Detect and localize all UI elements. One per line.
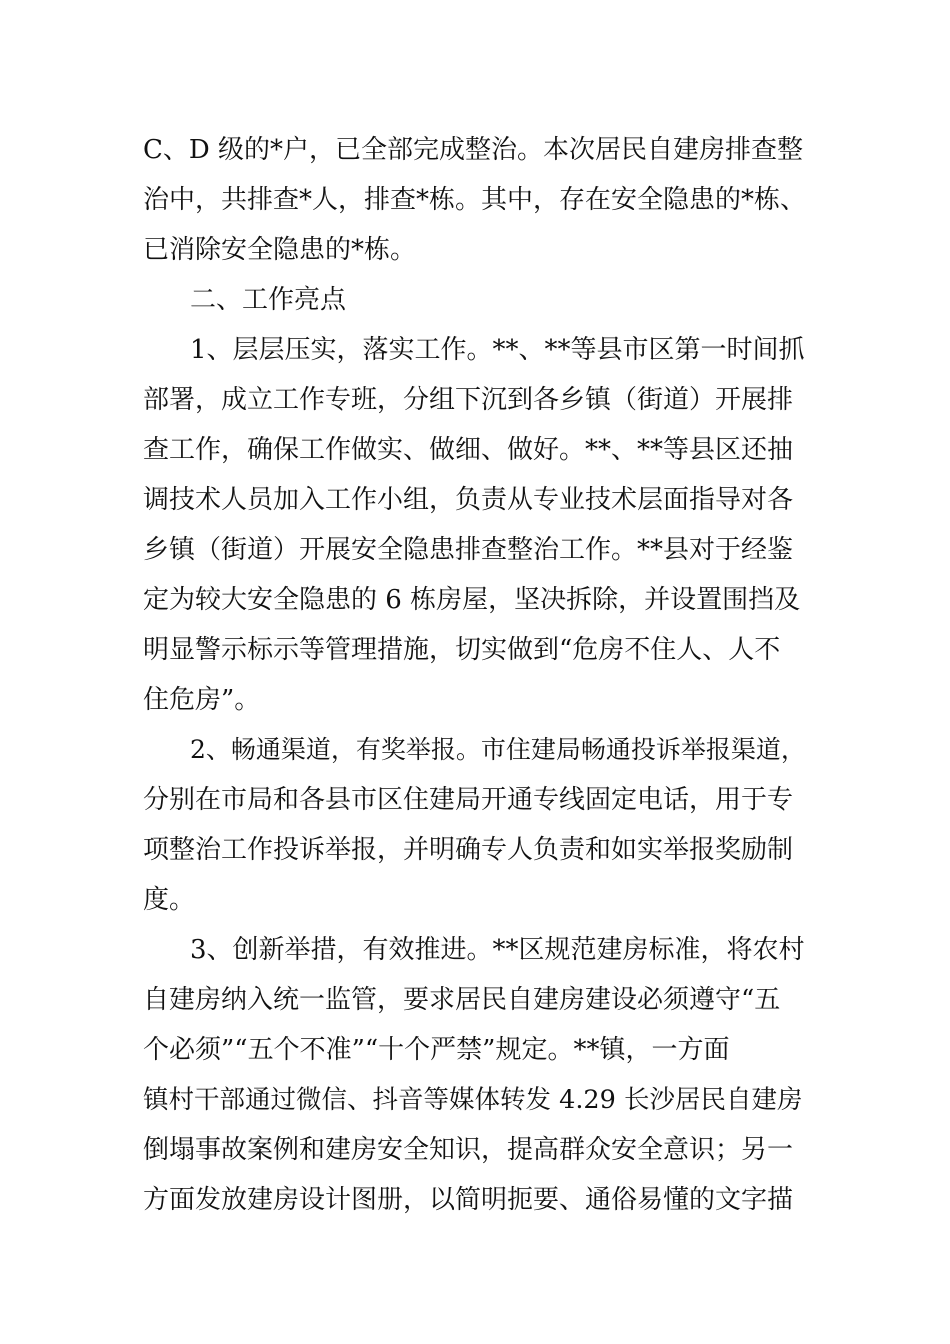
text-line: 查工作，确保工作做实、做细、做好。**、**等县区还抽: [143, 435, 794, 465]
text-line: 乡镇（街道）开展安全隐患排查整治工作。**县对于经鉴: [143, 535, 794, 565]
section-heading: 二、工作亮点: [190, 285, 347, 315]
text-line: 住危房”。: [143, 685, 261, 715]
text-line: C、D 级的*户，已全部完成整治。本次居民自建房排查整: [143, 135, 804, 165]
text-line: 项整治工作投诉举报，并明确专人负责和如实举报奖励制: [143, 835, 794, 865]
text-line: 明显警示标示等管理措施，切实做到“危房不住人、人不: [143, 635, 781, 665]
text-line: 部署，成立工作专班，分组下沉到各乡镇（街道）开展排: [143, 385, 794, 415]
text-line: 已消除安全隐患的*栋。: [143, 235, 417, 265]
text-line: 分别在市局和各县市区住建局开通专线固定电话，用于专: [143, 785, 794, 815]
text-line: 倒塌事故案例和建房安全知识，提高群众安全意识；另一: [143, 1135, 794, 1165]
text-line: 定为较大安全隐患的 6 栋房屋，坚决拆除，并设置围挡及: [143, 585, 801, 615]
text-line: 3、创新举措，有效推进。**区规范建房标准，将农村: [190, 935, 805, 965]
text-line: 2、畅通渠道，有奖举报。市住建局畅通投诉举报渠道，: [190, 735, 806, 764]
text-line: 度。: [143, 885, 196, 915]
text-line: 调技术人员加入工作小组，负责从专业技术层面指导对各: [143, 485, 794, 515]
text-line: 1、层层压实，落实工作。**、**等县市区第一时间抓: [190, 335, 805, 365]
text-line: 个必须”“五个不准”“十个严禁”规定。**镇，一方面: [143, 1035, 730, 1065]
text-line: 自建房纳入统一监管，要求居民自建房建设必须遵守“五: [143, 985, 781, 1015]
text-line: 方面发放建房设计图册，以简明扼要、通俗易懂的文字描: [143, 1185, 794, 1215]
text-line: 镇村干部通过微信、抖音等媒体转发 4.29 长沙居民自建房: [143, 1085, 803, 1115]
text-line: 治中，共排查*人，排查*栋。其中，存在安全隐患的*栋、: [143, 185, 807, 215]
